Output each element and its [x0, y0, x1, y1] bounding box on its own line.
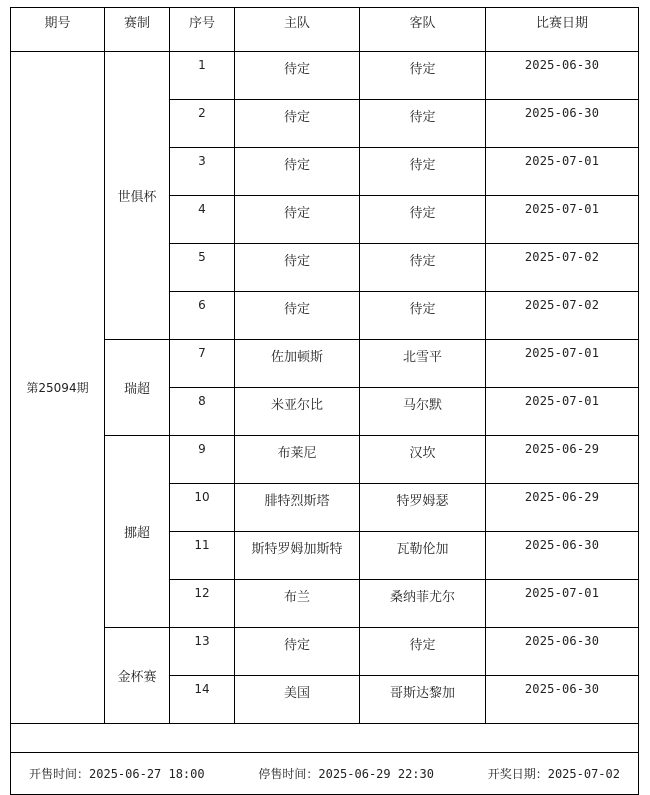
match-no: 3	[170, 148, 235, 196]
match-date: 2025-07-02	[486, 244, 639, 292]
match-no: 5	[170, 244, 235, 292]
competition-cell: 金杯赛	[105, 628, 170, 724]
sale-close-label: 停售时间：	[258, 767, 319, 781]
away-team: 马尔默	[360, 388, 486, 436]
match-date: 2025-07-01	[486, 580, 639, 628]
match-date: 2025-07-01	[486, 340, 639, 388]
away-team: 待定	[360, 148, 486, 196]
match-no: 7	[170, 340, 235, 388]
match-date: 2025-06-30	[486, 100, 639, 148]
table-row	[11, 52, 639, 100]
header-competition: 赛制	[105, 8, 170, 52]
draw-date-label: 开奖日期：	[487, 767, 548, 781]
blank-row	[11, 724, 639, 753]
away-team: 瓦勒伦加	[360, 532, 486, 580]
match-no: 8	[170, 388, 235, 436]
match-no: 4	[170, 196, 235, 244]
away-team: 待定	[360, 100, 486, 148]
table-row	[11, 628, 639, 676]
home-team: 斯特罗姆加斯特	[235, 532, 360, 580]
home-team: 布兰	[235, 580, 360, 628]
away-team: 特罗姆瑟	[360, 484, 486, 532]
match-date: 2025-06-30	[486, 532, 639, 580]
footer-line	[11, 765, 638, 782]
period-cell: 第25094期	[11, 52, 105, 724]
match-no: 11	[170, 532, 235, 580]
match-date: 2025-06-30	[486, 676, 639, 724]
away-team: 哥斯达黎加	[360, 676, 486, 724]
schedule-table	[10, 7, 639, 795]
home-team: 待定	[235, 292, 360, 340]
home-team: 待定	[235, 628, 360, 676]
match-no: 14	[170, 676, 235, 724]
home-team: 待定	[235, 100, 360, 148]
match-no: 12	[170, 580, 235, 628]
match-date: 2025-07-02	[486, 292, 639, 340]
away-team: 待定	[360, 628, 486, 676]
footer-row	[11, 753, 639, 795]
header-date: 比赛日期	[486, 8, 639, 52]
competition-cell: 世俱杯	[105, 52, 170, 340]
away-team: 桑纳菲尤尔	[360, 580, 486, 628]
home-team: 待定	[235, 52, 360, 100]
match-no: 9	[170, 436, 235, 484]
match-date: 2025-07-01	[486, 388, 639, 436]
sale-open	[29, 765, 205, 782]
table-row	[11, 436, 639, 484]
home-team: 待定	[235, 148, 360, 196]
home-team: 待定	[235, 244, 360, 292]
match-no: 2	[170, 100, 235, 148]
home-team: 佐加顿斯	[235, 340, 360, 388]
away-team: 待定	[360, 196, 486, 244]
sale-close-value: 2025-06-29 22:30	[318, 767, 434, 781]
match-date: 2025-06-29	[486, 436, 639, 484]
match-date: 2025-07-01	[486, 148, 639, 196]
away-team: 待定	[360, 292, 486, 340]
match-no: 6	[170, 292, 235, 340]
draw-date-value: 2025-07-02	[547, 767, 620, 781]
home-team: 待定	[235, 196, 360, 244]
header-index: 序号	[170, 8, 235, 52]
home-team: 腓特烈斯塔	[235, 484, 360, 532]
header-home: 主队	[235, 8, 360, 52]
footer-cell	[11, 753, 639, 795]
away-team: 汉坎	[360, 436, 486, 484]
blank-cell	[11, 724, 639, 753]
match-no: 10	[170, 484, 235, 532]
home-team: 布莱尼	[235, 436, 360, 484]
match-date: 2025-06-30	[486, 52, 639, 100]
draw-date	[488, 765, 620, 782]
sale-open-label: 开售时间：	[29, 767, 90, 781]
home-team: 米亚尔比	[235, 388, 360, 436]
away-team: 待定	[360, 244, 486, 292]
header-away: 客队	[360, 8, 486, 52]
match-date: 2025-06-30	[486, 628, 639, 676]
match-date: 2025-06-29	[486, 484, 639, 532]
table-row	[11, 340, 639, 388]
away-team: 北雪平	[360, 340, 486, 388]
sale-close	[258, 765, 434, 782]
header-period: 期号	[11, 8, 105, 52]
competition-cell: 挪超	[105, 436, 170, 628]
match-date: 2025-07-01	[486, 196, 639, 244]
competition-cell: 瑞超	[105, 340, 170, 436]
match-no: 1	[170, 52, 235, 100]
match-no: 13	[170, 628, 235, 676]
sale-open-value: 2025-06-27 18:00	[89, 767, 205, 781]
away-team: 待定	[360, 52, 486, 100]
home-team: 美国	[235, 676, 360, 724]
header-row	[11, 8, 639, 52]
